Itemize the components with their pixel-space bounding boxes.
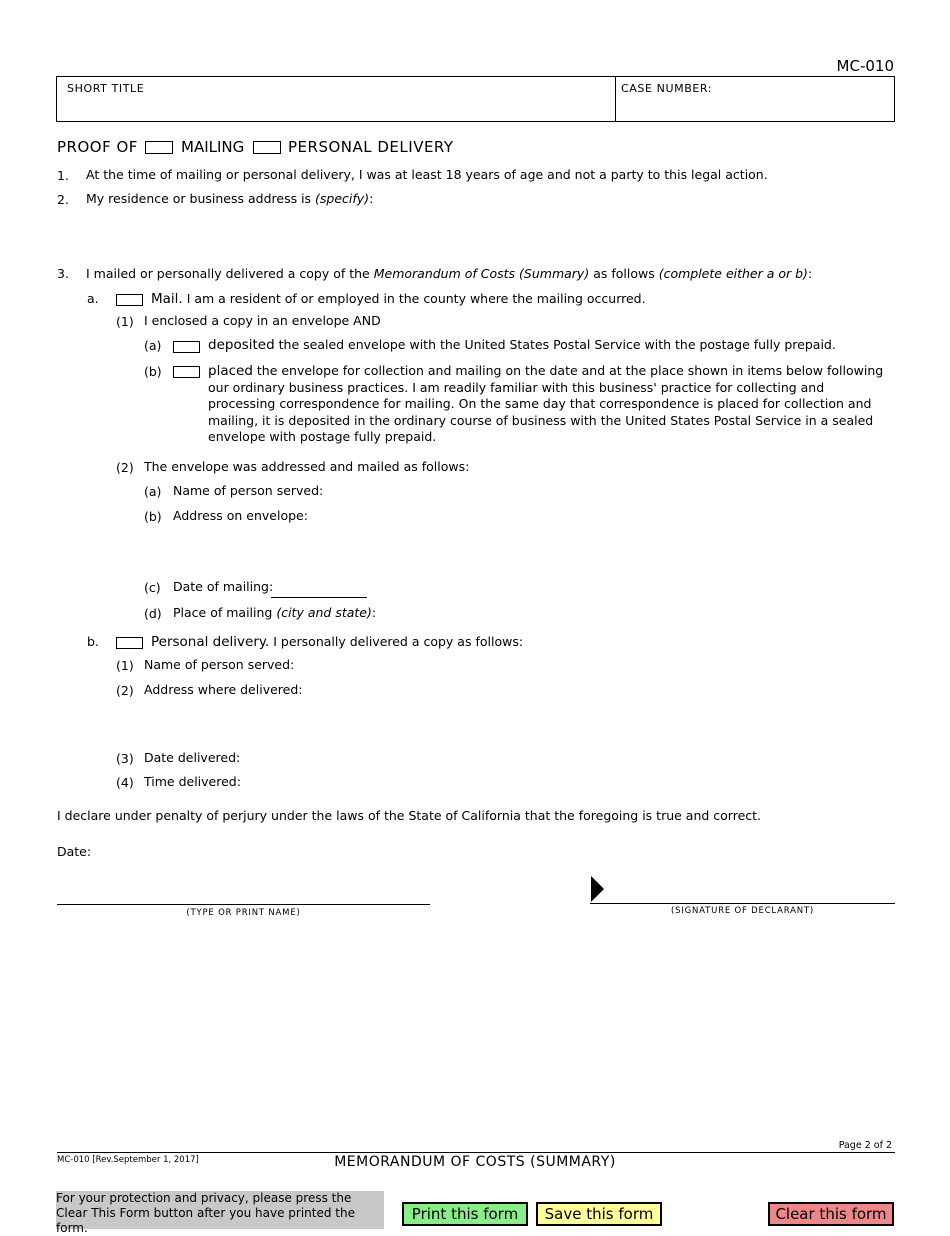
name-served-field[interactable] (325, 482, 894, 500)
mailing-checkbox[interactable] (145, 141, 173, 154)
a2a-text: Name of person served: (173, 483, 324, 498)
a2c-number: (c) (144, 580, 161, 595)
print-name-caption: (TYPE OR PRINT NAME) (186, 908, 301, 918)
a2d-number: (d) (144, 606, 162, 621)
section-a-letter: a. (87, 291, 99, 306)
header-box (56, 76, 895, 122)
item-2-specify: (specify) (315, 191, 370, 206)
item-1-text: At the time of mailing or personal delivery, I was at least 18 years of age and not a party to this legal action. (86, 167, 768, 182)
signature-line (590, 903, 895, 904)
b2-text: Address where delivered: (144, 682, 303, 697)
form-id: MC-010 (836, 57, 894, 75)
b-address-field[interactable] (310, 681, 894, 741)
a1b-paragraph (208, 363, 894, 446)
item-2-colon: : (369, 191, 374, 206)
case-number-field[interactable] (616, 77, 894, 121)
signature-field[interactable] (610, 876, 894, 902)
personal-delivery-item-checkbox[interactable] (116, 637, 143, 649)
time-delivered-field[interactable] (245, 773, 495, 791)
signature-caption: (SIGNATURE OF DECLARANT) (670, 906, 815, 916)
clear-form-button[interactable]: Clear this form (768, 1202, 894, 1226)
item-3-mid: as follows (589, 266, 659, 281)
page-number: Page 2 of 2 (838, 1140, 892, 1151)
a2b-number: (b) (144, 509, 162, 524)
print-form-button[interactable]: Print this form (402, 1202, 528, 1226)
a1b-text: the envelope for collection and mailing on the date and at the place shown in items below following our ordinary business practices. I am readily familiar with this business' practice for collecting and processing correspondence for mailing. On the same day that correspondence is placed for collection and mailing, it is deposited in the ordinary course of business with the United States Postal Service in a sealed envelope with postage fully prepaid. (208, 363, 884, 444)
a2-text: The envelope was addressed and mailed as follows: (144, 459, 470, 474)
date-label: Date: (57, 844, 92, 859)
a2d-note: (city and state) (276, 605, 372, 620)
print-name-line (57, 904, 430, 905)
revision-label: MC-010 [Rev.September 1, 2017] (57, 1155, 199, 1165)
mail-checkbox[interactable] (116, 294, 143, 306)
b-name-served-field[interactable] (300, 656, 894, 674)
case-number-label: CASE NUMBER: (621, 82, 713, 95)
a1b-bold: placed (208, 363, 253, 379)
b2-number: (2) (116, 683, 134, 698)
date-field[interactable] (95, 843, 295, 861)
section-b-letter: b. (87, 634, 99, 649)
a1a-line (208, 337, 836, 353)
a1-text: I enclosed a copy in an envelope AND (144, 313, 381, 328)
mailing-label: MAILING (181, 138, 245, 156)
item-2-line (86, 191, 373, 206)
address-field[interactable] (86, 210, 894, 260)
signature-arrow-icon (591, 876, 605, 902)
place-of-mailing-field[interactable] (390, 604, 894, 622)
a1b-number: (b) (144, 364, 162, 379)
item-2-number: 2. (57, 192, 69, 207)
item-3-colon: : (807, 266, 813, 281)
declaration-text: I declare under penalty of perjury under the laws of the State of California that the foregoing is true and correct. (57, 808, 762, 823)
mail-text: I am a resident of or employed in the county where the mailing occurred. (182, 291, 646, 306)
short-title-label: SHORT TITLE (67, 82, 145, 95)
a2-number: (2) (116, 460, 134, 475)
b1-number: (1) (116, 658, 134, 673)
item-3-note: (complete either a or b) (658, 266, 808, 281)
a1-number: (1) (116, 314, 134, 329)
b-text: I personally delivered a copy as follows: (269, 634, 524, 649)
item-3-number: 3. (57, 266, 69, 281)
date-delivered-field[interactable] (245, 749, 495, 767)
b1-text: Name of person served: (144, 657, 295, 672)
a2d-colon: : (371, 605, 377, 620)
personal-delivery-label: PERSONAL DELIVERY (288, 138, 454, 156)
placed-checkbox[interactable] (173, 366, 200, 378)
a2c-text: Date of mailing: (173, 579, 274, 594)
a1a-bold: deposited (208, 337, 275, 353)
b4-number: (4) (116, 775, 134, 790)
personal-delivery-checkbox[interactable] (253, 141, 281, 154)
item-2-text: My residence or business address is (86, 191, 316, 206)
b-line (151, 634, 523, 650)
a1a-number: (a) (144, 338, 162, 353)
a2b-text: Address on envelope: (173, 508, 308, 523)
item-3-text: I mailed or personally delivered a copy of the (86, 266, 374, 281)
short-title-field[interactable] (57, 77, 616, 121)
privacy-text: For your protection and privacy, please press the Clear This Form button after you have printed the form. (56, 1191, 355, 1235)
mail-line (151, 291, 646, 307)
a2a-number: (a) (144, 484, 162, 499)
b4-text: Time delivered: (144, 774, 241, 789)
a2d-line (173, 605, 376, 620)
proof-of-label: PROOF OF (57, 138, 138, 156)
privacy-notice (56, 1191, 384, 1235)
item-3-doc-title: Memorandum of Costs (Summary) (373, 266, 590, 281)
date-of-mailing-field[interactable] (271, 580, 367, 598)
item-3-line (86, 266, 812, 281)
print-name-field[interactable] (57, 880, 430, 904)
footer-rule (57, 1152, 895, 1153)
b3-number: (3) (116, 751, 134, 766)
item-1-number: 1. (57, 168, 69, 183)
b3-text: Date delivered: (144, 750, 241, 765)
b-bold: Personal delivery. (151, 634, 270, 650)
envelope-address-field[interactable] (310, 507, 894, 567)
save-form-button[interactable]: Save this form (536, 1202, 662, 1226)
a2d-text: Place of mailing (173, 605, 277, 620)
a1a-text: the sealed envelope with the United States Postal Service with the postage fully prepaid. (274, 337, 836, 352)
mail-bold: Mail. (151, 291, 183, 307)
footer-title: MEMORANDUM OF COSTS (SUMMARY) (334, 1154, 616, 1170)
deposited-checkbox[interactable] (173, 341, 200, 353)
